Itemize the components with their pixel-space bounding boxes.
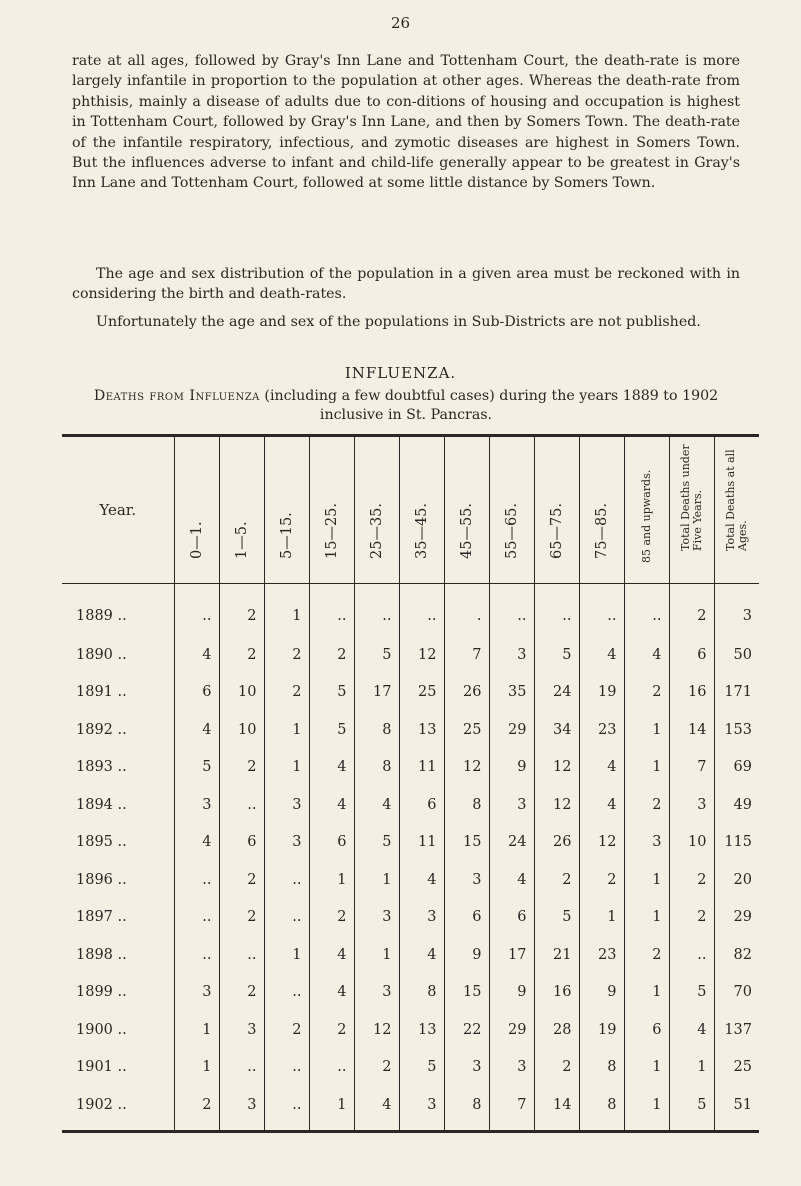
table-cell: 137 — [714, 1011, 759, 1049]
table-cell: 5 — [534, 899, 579, 937]
table-row — [62, 1049, 759, 1087]
table-cell: 8 — [354, 711, 399, 749]
table-cell: 17 — [354, 674, 399, 712]
table-cell: 25 — [714, 1049, 759, 1087]
table-cell: 3 — [624, 824, 669, 862]
table-cell: 3 — [489, 636, 534, 674]
table-cell: 7 — [669, 749, 714, 787]
header-age-85-upwards: 85 and upwards. — [624, 436, 669, 584]
table-cell: 4 — [309, 749, 354, 787]
header-age-35-45: 35—45. — [399, 436, 444, 584]
table-cell: 3 — [399, 1086, 444, 1131]
table-cell: .. — [219, 936, 264, 974]
table-cell: 1 — [624, 861, 669, 899]
table-cell: 5 — [309, 711, 354, 749]
table-cell: .. — [264, 974, 309, 1012]
table-cell: 25 — [444, 711, 489, 749]
table-cell: 2 — [624, 936, 669, 974]
table-row — [62, 974, 759, 1012]
table-cell: 4 — [489, 861, 534, 899]
table-cell: 1 — [174, 1049, 219, 1087]
table-cell: 1 — [309, 1086, 354, 1131]
table-cell: 12 — [579, 824, 624, 862]
year-cell: 1902 .. — [76, 1096, 127, 1113]
table-cell: 2 — [219, 749, 264, 787]
table-row — [62, 1086, 759, 1131]
table-cell: 15 — [444, 974, 489, 1012]
table-cell: 1 — [624, 749, 669, 787]
table-cell: 2 — [219, 636, 264, 674]
table-cell: 6 — [669, 636, 714, 674]
paragraph-subdistricts: Unfortunately the age and sex of the populations in Sub-Districts are not published. — [96, 314, 701, 330]
table-cell: 4 — [399, 861, 444, 899]
table-row — [62, 899, 759, 937]
table-cell: 6 — [309, 824, 354, 862]
table-cell: 3 — [489, 786, 534, 824]
table-cell: 1 — [354, 861, 399, 899]
table-cell: 11 — [399, 749, 444, 787]
table-cell: 3 — [354, 974, 399, 1012]
table-cell: 2 — [309, 1011, 354, 1049]
table-cell: 5 — [354, 636, 399, 674]
page-number: 26 — [390, 14, 411, 32]
year-cell: 1897 .. — [76, 909, 127, 926]
header-age-5-15: 5—15. — [264, 436, 309, 584]
table-cell: 3 — [174, 786, 219, 824]
table-cell: 8 — [444, 786, 489, 824]
table-cell: 3 — [174, 974, 219, 1012]
table-cell: 6 — [399, 786, 444, 824]
table-cell: 115 — [714, 824, 759, 862]
table-cell: 1 — [264, 584, 309, 637]
table-cell: 9 — [489, 974, 534, 1012]
table-cell: 10 — [219, 674, 264, 712]
table-cell: 153 — [714, 711, 759, 749]
table-cell: .. — [309, 1049, 354, 1087]
year-cell: 1898 .. — [76, 946, 127, 963]
table-cell: 2 — [669, 899, 714, 937]
table-cell: 1 — [624, 1049, 669, 1087]
year-cell: 1895 .. — [76, 834, 127, 851]
table-cell: 3 — [264, 786, 309, 824]
table-cell: 4 — [309, 936, 354, 974]
table-row — [62, 936, 759, 974]
table-cell: 4 — [579, 636, 624, 674]
table-cell: 2 — [624, 786, 669, 824]
table-cell: 2 — [624, 674, 669, 712]
table-cell: .. — [399, 584, 444, 637]
header-age-25-35: 25—35. — [354, 436, 399, 584]
table-cell: 12 — [399, 636, 444, 674]
table-row — [62, 786, 759, 824]
table-cell: 4 — [579, 749, 624, 787]
table-cell: 24 — [534, 674, 579, 712]
table-cell: 1 — [624, 974, 669, 1012]
table-cell: 50 — [714, 636, 759, 674]
header-total-all-ages: Total Deaths at all Ages. — [714, 436, 759, 584]
table-cell: 6 — [444, 899, 489, 937]
table-cell: 3 — [444, 1049, 489, 1087]
table-cell: 23 — [579, 936, 624, 974]
table-cell: 4 — [174, 636, 219, 674]
table-cell: 29 — [489, 711, 534, 749]
table-cell: 2 — [219, 861, 264, 899]
year-cell: 1892 .. — [76, 721, 127, 738]
table-cell: 5 — [669, 974, 714, 1012]
table-cell: 3 — [669, 786, 714, 824]
table-cell: 4 — [624, 636, 669, 674]
table-cell: 1 — [669, 1049, 714, 1087]
table-row — [62, 674, 759, 712]
table-cell: .. — [174, 936, 219, 974]
table-cell: 49 — [714, 786, 759, 824]
table-cell: 12 — [444, 749, 489, 787]
table-cell: .. — [174, 584, 219, 637]
header-age-45-55: 45—55. — [444, 436, 489, 584]
table-cell: 5 — [399, 1049, 444, 1087]
year-cell: 1899 .. — [76, 984, 127, 1001]
table-row — [62, 749, 759, 787]
table-cell: .. — [489, 584, 534, 637]
table-cell: 2 — [219, 899, 264, 937]
table-cell: 1 — [624, 1086, 669, 1131]
year-cell: 1900 .. — [76, 1021, 127, 1038]
table-cell: 5 — [309, 674, 354, 712]
table-cell: 3 — [264, 824, 309, 862]
table-cell: .. — [264, 1049, 309, 1087]
header-age-15-25: 15—25. — [309, 436, 354, 584]
table-cell: 3 — [354, 899, 399, 937]
table-row — [62, 861, 759, 899]
table-cell: 10 — [669, 824, 714, 862]
table-cell: .. — [669, 936, 714, 974]
table-cell: 4 — [669, 1011, 714, 1049]
paragraph-age-sex: The age and sex distribution of the population in a given area must be reckoned with in considering the birth and death-rates. — [72, 266, 740, 303]
year-cell: 1889 .. — [76, 608, 127, 624]
caption-rest: (including a few doubtful cases) during the years 1889 to 1902 inclusive in St. Pancras. — [264, 388, 719, 423]
table-cell: 2 — [534, 861, 579, 899]
table-cell: 23 — [579, 711, 624, 749]
table-cell: 7 — [444, 636, 489, 674]
table-cell: 13 — [399, 1011, 444, 1049]
table-cell: 16 — [534, 974, 579, 1012]
table-cell: 2 — [309, 899, 354, 937]
table-cell: 3 — [219, 1086, 264, 1131]
table-cell: 2 — [669, 584, 714, 637]
table-cell: 2 — [309, 636, 354, 674]
table-cell: 9 — [444, 936, 489, 974]
header-age-0-1: 0—1. — [174, 436, 219, 584]
year-cell: 1893 .. — [76, 759, 127, 776]
table-cell: 6 — [174, 674, 219, 712]
table-cell: 69 — [714, 749, 759, 787]
year-cell: 1890 .. — [76, 646, 127, 663]
table-cell: 1 — [264, 711, 309, 749]
header-year: Year. — [62, 436, 174, 584]
table-cell: .. — [264, 899, 309, 937]
table-cell: .. — [174, 899, 219, 937]
table-cell: 2 — [579, 861, 624, 899]
table-cell: .. — [174, 861, 219, 899]
table-cell: 2 — [174, 1086, 219, 1131]
table-cell: 3 — [714, 584, 759, 637]
table-cell: 16 — [669, 674, 714, 712]
table-cell: 2 — [669, 861, 714, 899]
table-cell: 4 — [309, 974, 354, 1012]
table-cell: 4 — [174, 824, 219, 862]
table-cell: 9 — [579, 974, 624, 1012]
table-cell: 1 — [354, 936, 399, 974]
table-cell: 26 — [534, 824, 579, 862]
table-cell: 3 — [489, 1049, 534, 1087]
table-cell: 2 — [264, 636, 309, 674]
table-cell: 25 — [399, 674, 444, 712]
table-cell: 8 — [579, 1086, 624, 1131]
table-cell: 5 — [354, 824, 399, 862]
table-cell: 22 — [444, 1011, 489, 1049]
table-cell: 8 — [399, 974, 444, 1012]
table-cell: 8 — [579, 1049, 624, 1087]
table-row — [62, 711, 759, 749]
year-cell: 1901 .. — [76, 1059, 127, 1076]
caption-lead: Deaths from Influenza — [93, 388, 260, 404]
table-cell: .. — [219, 786, 264, 824]
section-heading: INFLUENZA. — [344, 364, 457, 382]
table-cell: 34 — [534, 711, 579, 749]
table-cell: 19 — [579, 1011, 624, 1049]
header-age-65-75: 65—75. — [534, 436, 579, 584]
table-cell: 1 — [309, 861, 354, 899]
table-row — [62, 824, 759, 862]
table-cell: 14 — [669, 711, 714, 749]
influenza-deaths-table — [62, 434, 759, 1133]
table-cell: 5 — [669, 1086, 714, 1131]
table-cell: 70 — [714, 974, 759, 1012]
table-cell: 26 — [444, 674, 489, 712]
table-cell: .. — [309, 584, 354, 637]
table-cell: 20 — [714, 861, 759, 899]
table-cell: .. — [354, 584, 399, 637]
header-age-75-85: 75—85. — [579, 436, 624, 584]
table-cell: .. — [264, 861, 309, 899]
year-cell: 1891 .. — [76, 684, 127, 701]
table-cell: 4 — [309, 786, 354, 824]
table-cell: 15 — [444, 824, 489, 862]
table-cell: 2 — [264, 674, 309, 712]
table-cell: 2 — [534, 1049, 579, 1087]
table-cell: 1 — [174, 1011, 219, 1049]
table-cell: 13 — [399, 711, 444, 749]
table-cell: 6 — [219, 824, 264, 862]
table-cell: 5 — [534, 636, 579, 674]
table-cell: 35 — [489, 674, 534, 712]
table-cell: 8 — [354, 749, 399, 787]
table-cell: 2 — [264, 1011, 309, 1049]
table-cell: 3 — [219, 1011, 264, 1049]
table-cell: 3 — [444, 861, 489, 899]
table-cell: 14 — [534, 1086, 579, 1131]
table-cell: 29 — [714, 899, 759, 937]
table-row — [62, 636, 759, 674]
table-cell: 8 — [444, 1086, 489, 1131]
table-cell: .. — [264, 1086, 309, 1131]
table-cell: 12 — [534, 786, 579, 824]
year-cell: 1894 .. — [76, 796, 127, 813]
table-cell: 29 — [489, 1011, 534, 1049]
table-cell: 1 — [624, 711, 669, 749]
table-cell: 1 — [579, 899, 624, 937]
table-cell: 2 — [354, 1049, 399, 1087]
table-cell: 1 — [624, 899, 669, 937]
paragraph-continuation: rate at all ages, followed by Gray's Inn Lane and Tottenham Court, the death-rate is more largely infantile in proportion to the population at other ages. Whereas the death-rate from phthisis, mainly a disease of adults due to con-ditions of housing and occupation is highest in Tottenham Court, followed by Gray's Inn Lane, and then by Somers Town. The death-rate of the infantile respiratory, infectious, and zymotic diseases are highest in Somers Town. But the influences adverse to infant and child-life generally appear to be greatest in Gray's Inn Lane and Tottenham Court, followed at some little distance by Somers Town. — [72, 53, 740, 192]
year-cell: 1896 .. — [76, 871, 127, 888]
table-cell: 4 — [354, 786, 399, 824]
table-cell: 4 — [579, 786, 624, 824]
table-cell: 21 — [534, 936, 579, 974]
table-cell: 19 — [579, 674, 624, 712]
table-cell: 1 — [264, 749, 309, 787]
table-cell: 4 — [399, 936, 444, 974]
table-cell: 1 — [264, 936, 309, 974]
table-row — [62, 1011, 759, 1049]
table-body — [62, 584, 759, 1132]
table-cell: .. — [219, 1049, 264, 1087]
table-cell: 4 — [174, 711, 219, 749]
table-cell: 4 — [354, 1086, 399, 1131]
table-cell: 6 — [489, 899, 534, 937]
table-cell: 3 — [399, 899, 444, 937]
table-cell: 12 — [354, 1011, 399, 1049]
table-cell: 17 — [489, 936, 534, 974]
table-cell: 24 — [489, 824, 534, 862]
table-cell: 10 — [219, 711, 264, 749]
header-age-1-5: 1—5. — [219, 436, 264, 584]
table-header-row — [62, 436, 759, 584]
table-cell: 5 — [174, 749, 219, 787]
table-cell: 6 — [624, 1011, 669, 1049]
table-cell: 12 — [534, 749, 579, 787]
table-cell: 2 — [219, 974, 264, 1012]
table-caption — [72, 387, 740, 425]
table-cell: 28 — [534, 1011, 579, 1049]
table-row — [62, 584, 759, 637]
table-cell: 51 — [714, 1086, 759, 1131]
table-cell: . — [444, 584, 489, 637]
table-cell: 171 — [714, 674, 759, 712]
header-total-under-five: Total Deaths under Five Years. — [669, 436, 714, 584]
table-cell: 7 — [489, 1086, 534, 1131]
table-cell: .. — [579, 584, 624, 637]
table-cell: .. — [534, 584, 579, 637]
table-cell: .. — [624, 584, 669, 637]
table-cell: 82 — [714, 936, 759, 974]
header-age-55-65: 55—65. — [489, 436, 534, 584]
table-cell: 9 — [489, 749, 534, 787]
table-cell: 2 — [219, 584, 264, 637]
table-cell: 11 — [399, 824, 444, 862]
